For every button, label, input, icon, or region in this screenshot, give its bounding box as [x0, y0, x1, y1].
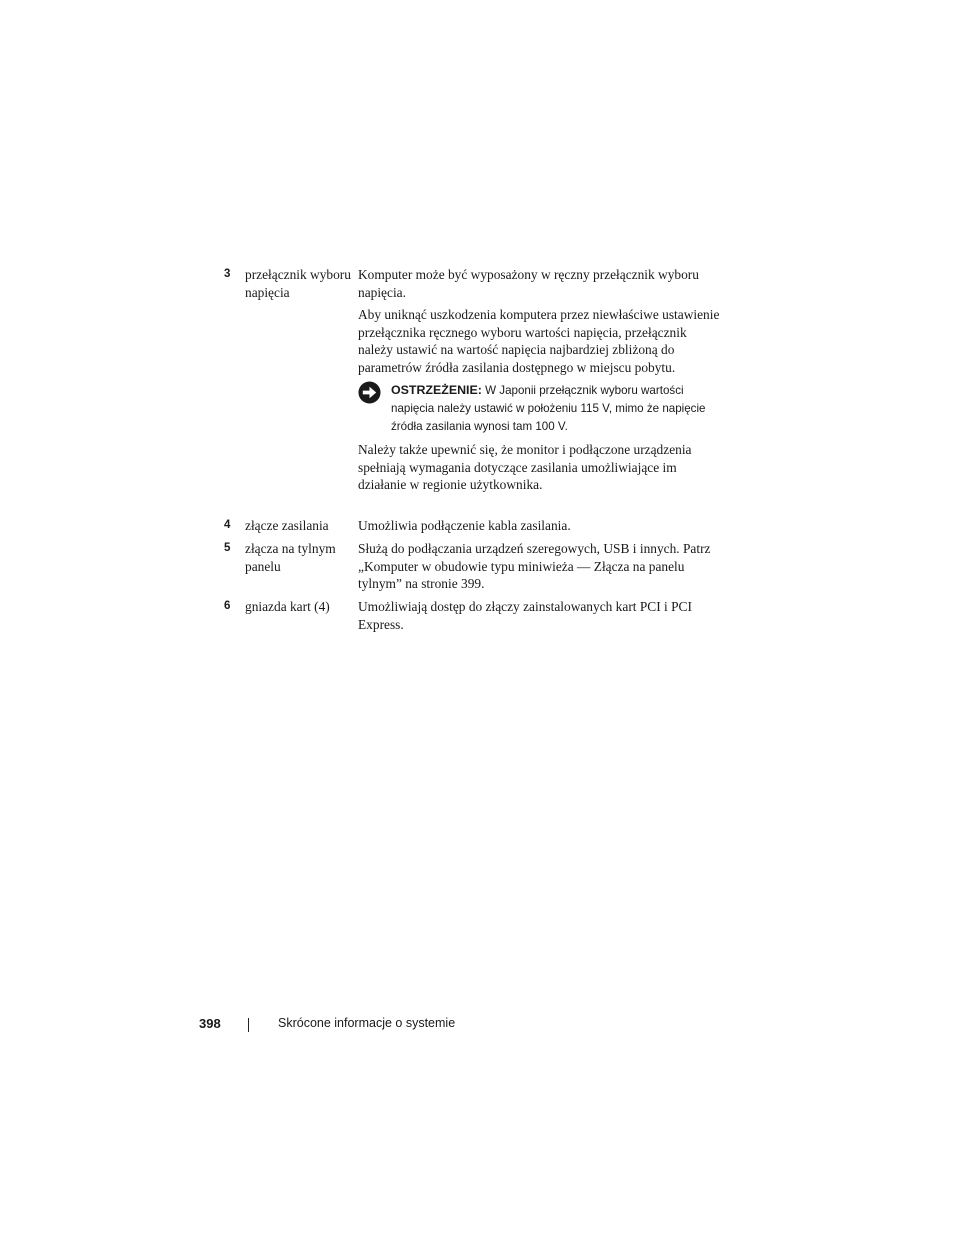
footer-divider [248, 1018, 249, 1032]
description-paragraph: Należy także upewnić się, że monitor i podłączone urządzenia spełniają wymagania dotyczące zasilania umożliwiające im działanie w regionie użytkownika. [358, 442, 692, 492]
item-label: gniazda kart (4) [245, 599, 330, 614]
item-description: Służą do podłączania urządzeń szeregowych, USB i innych. Patrz „Komputer w obudowie typu miniwieża — Złącza na panelu tylnym” na stronie 399. [358, 541, 711, 591]
item-number: 4 [224, 519, 231, 531]
item-label: przełącznik wyboru napięcia [245, 267, 351, 300]
description-paragraph: Komputer może być wyposażony w ręczny przełącznik wyboru napięcia. [358, 267, 699, 300]
page-number: 398 [199, 1016, 221, 1031]
item-description: Umożliwiają dostęp do złączy zainstalowanych kart PCI i PCI Express. [358, 599, 692, 632]
warning-notice [358, 381, 720, 436]
warning-label: OSTRZEŻENIE: [391, 383, 482, 397]
warning-text: W Japonii przełącznik wyboru wartości napięcia należy ustawić w położeniu 115 V, mimo że napięcie źródła zasilania wynosi tam 100 V. [391, 384, 706, 433]
item-description: Umożliwia podłączenie kabla zasilania. [358, 518, 571, 533]
footer-section-title: Skrócone informacje o systemie [278, 1016, 456, 1030]
item-number: 6 [224, 600, 231, 612]
item-number: 5 [224, 542, 231, 554]
description-paragraph: Aby uniknąć uszkodzenia komputera przez niewłaściwe ustawienie przełącznika ręcznego wyboru wartości napięcia, przełącznik należy ustawić na wartość napięcia najbardziej zbliżoną do parametrów źródła zasilania dostępnego w miejscu pobytu. [358, 307, 720, 375]
item-label: złącze zasilania [245, 518, 329, 533]
item-label: złącza na tylnym panelu [245, 541, 336, 574]
item-description [358, 266, 720, 499]
warning-arrow-icon [358, 381, 381, 404]
item-number: 3 [224, 268, 231, 280]
